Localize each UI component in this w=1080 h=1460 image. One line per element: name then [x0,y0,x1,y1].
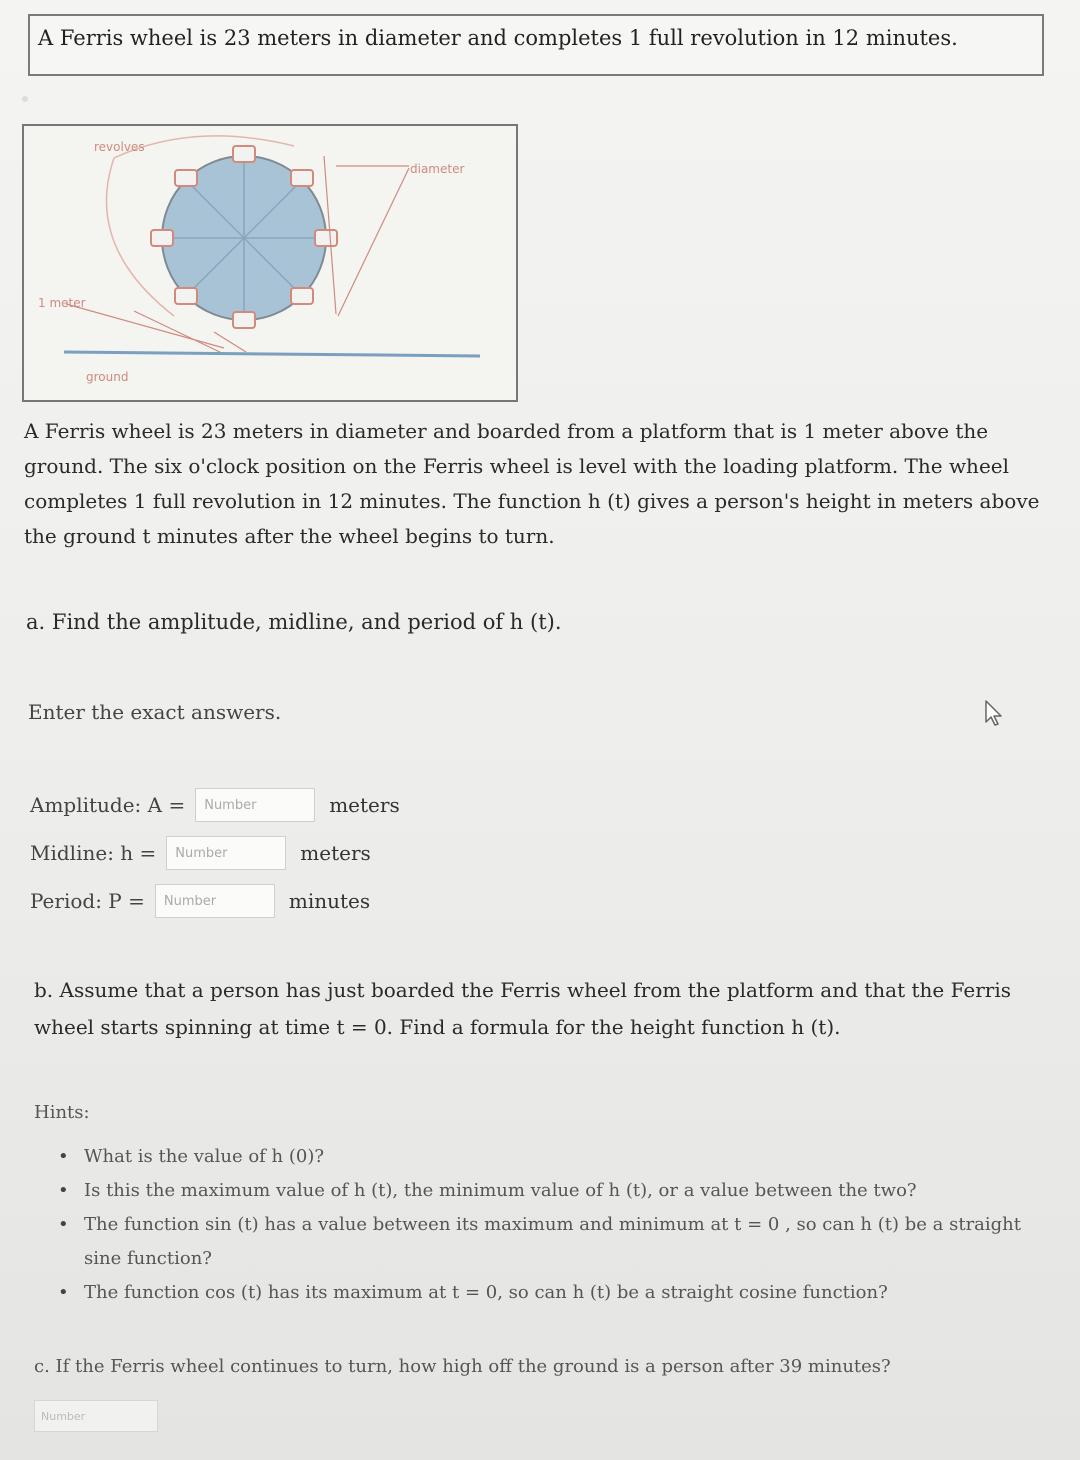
mouse-pointer-icon [982,698,1008,728]
problem-description: A Ferris wheel is 23 meters in diameter and boarded from a platform that is 1 meter above the ground. The six o'clock position on the Ferris wheel is level with the loading platform. The wheel completes 1 full revolution in 12 minutes. The function h (t) gives a person's height in meters above the ground t minutes after the wheel begins to turn. [24,419,1040,548]
bullet-icon: • [58,1214,69,1235]
ground-line [64,352,480,356]
midline-label: Midline: h = [30,841,157,865]
hint-item [58,1174,1048,1208]
problem-title-box [28,14,1044,76]
ferris-wheel-figure [22,124,518,402]
part-c-input[interactable] [34,1400,158,1432]
period-input[interactable] [155,884,275,918]
hint-text: Is this the maximum value of h (t), the minimum value of h (t), or a value between the two? [84,1180,917,1201]
hints-list [58,1140,1048,1310]
part-b-question: b. Assume that a person has just boarded the Ferris wheel from the platform and that the Ferris wheel starts spinning at time t = 0. Find a formula for the height function h (t). [34,978,1012,1039]
ground-label: ground [86,370,129,384]
part-a-question: a. Find the amplitude, midline, and period of h (t). [26,610,562,634]
hints-title: Hints: [34,1102,90,1123]
problem-title: A Ferris wheel is 23 meters in diameter and completes 1 full revolution in 12 minutes. [38,26,958,50]
revolves-label: revolves [94,140,145,154]
amplitude-unit: meters [329,793,400,817]
meter-arrow-1 [66,304,224,348]
period-unit: minutes [288,889,371,913]
midline-input[interactable] [166,836,286,870]
meter-arrow-3 [214,332,246,352]
divider-dot [22,96,28,102]
period-label: Period: P = [30,889,145,913]
bullet-icon: • [58,1282,69,1303]
hint-text: The function cos (t) has its maximum at t = 0, so can h (t) be a straight cosine function? [84,1282,888,1303]
hint-item [58,1208,1048,1276]
hint-text: The function sin (t) has a value between its maximum and minimum at t = 0 , so can h (t) be a straight sine function? [84,1214,1022,1269]
hint-text: What is the value of h (0)? [84,1146,325,1167]
amplitude-input[interactable] [195,788,315,822]
amplitude-row [30,788,400,822]
part-c-question: c. If the Ferris wheel continues to turn, how high off the ground is a person after 39 minutes? [34,1356,891,1377]
diameter-arrow-bottom [338,168,409,316]
diameter-label: diameter [410,162,465,176]
meter-arrow-2 [134,311,224,354]
bullet-icon: • [58,1180,69,1201]
period-row [30,884,370,918]
midline-unit: meters [300,841,371,865]
midline-row [30,836,371,870]
hint-item [58,1140,1048,1174]
part-a-instruction: Enter the exact answers. [28,700,282,724]
meter-label: 1 meter [38,296,86,310]
hint-item [58,1276,1048,1310]
amplitude-label: Amplitude: A = [30,793,186,817]
bullet-icon: • [58,1146,69,1167]
